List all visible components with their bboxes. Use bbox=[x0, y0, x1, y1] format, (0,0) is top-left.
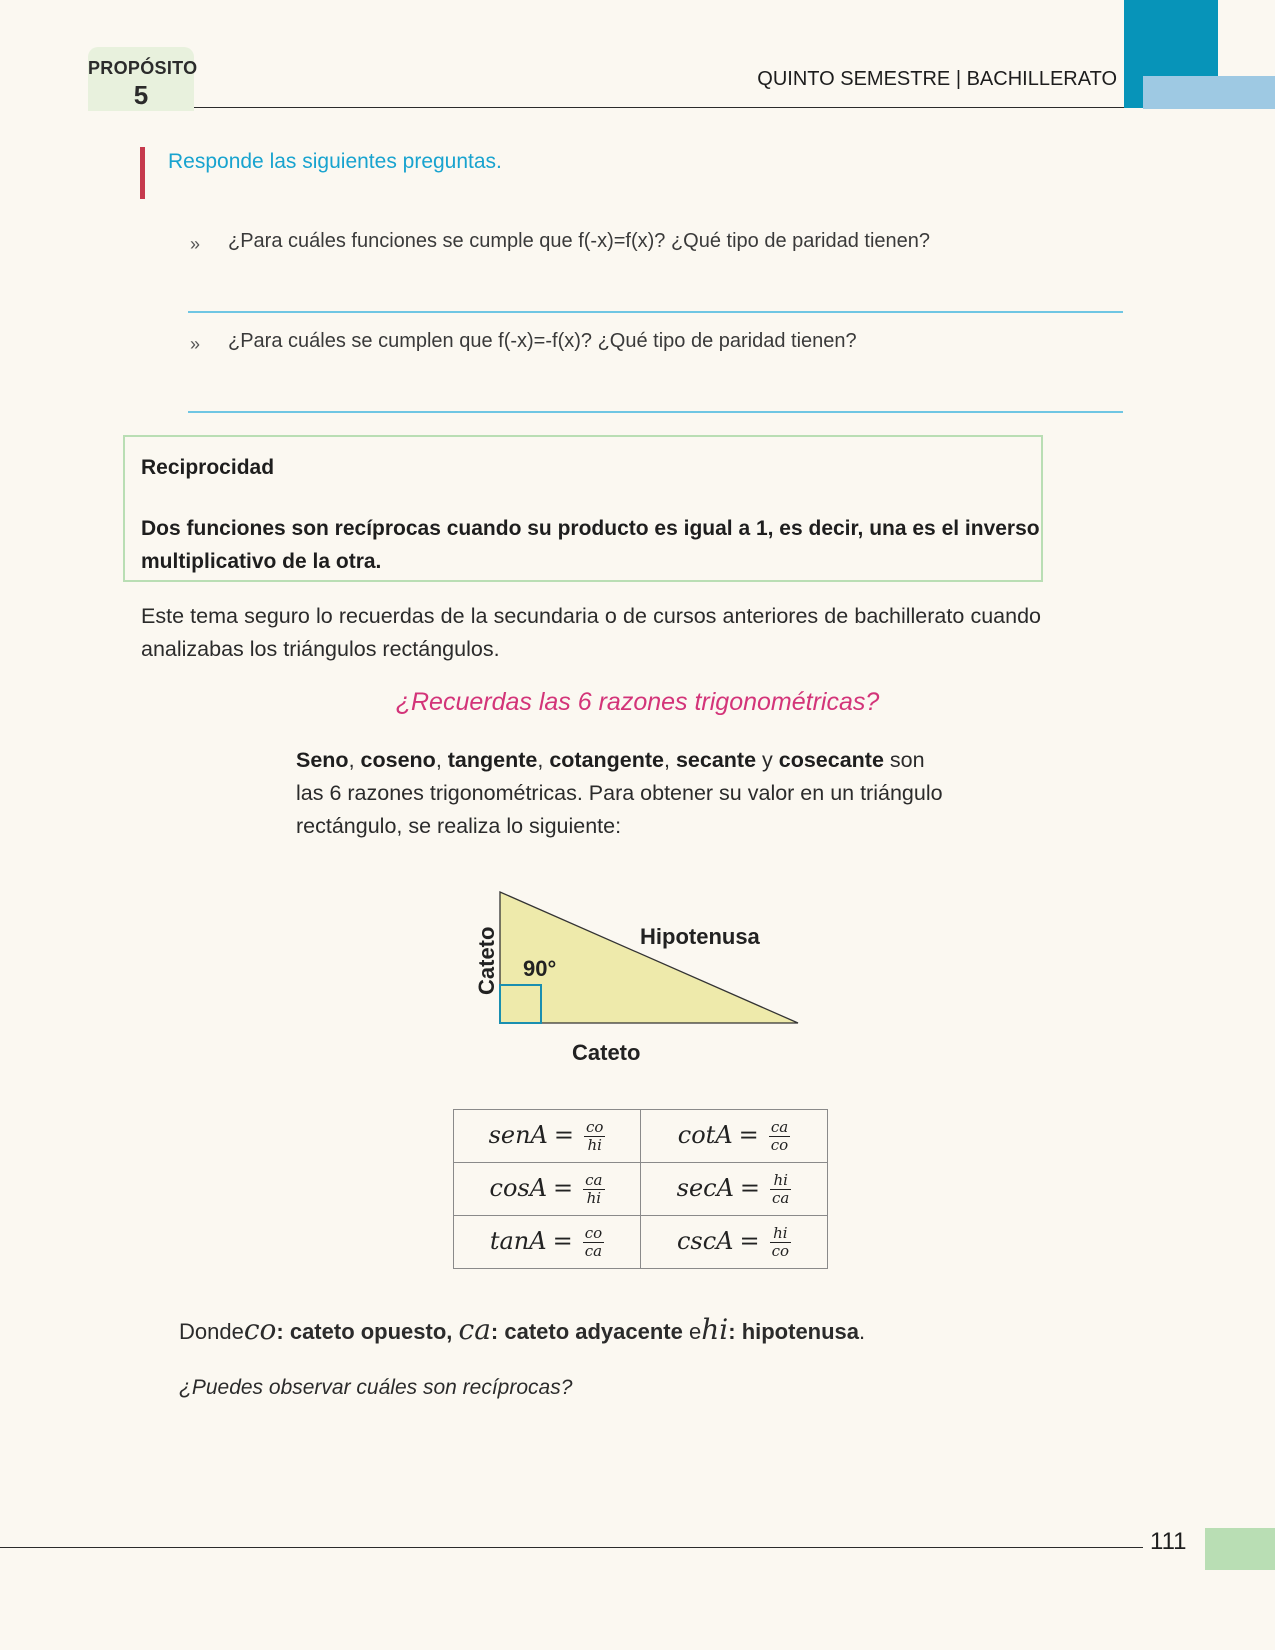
var-hi: hi bbox=[701, 1313, 729, 1346]
var-co: co bbox=[243, 1313, 277, 1346]
angle-label: 90° bbox=[523, 956, 557, 981]
question-2: ¿Para cuáles se cumplen que f(-x)=-f(x)? ¿Qué tipo de paridad tienen? bbox=[228, 330, 857, 352]
ratio-name: coseno bbox=[360, 748, 436, 772]
definition-text: Dos funciones son recíprocas cuando su producto es igual a 1, es decir, una es el inverso multiplicativo de la otra. bbox=[141, 517, 1040, 573]
question-bullet: » bbox=[190, 234, 201, 254]
proposito-number: 5 bbox=[133, 80, 149, 110]
table-row bbox=[454, 1110, 828, 1163]
page-number: 111 bbox=[1150, 1528, 1187, 1555]
ratio-name: cosecante bbox=[778, 748, 884, 772]
footer-accent-block bbox=[1205, 1528, 1275, 1570]
ratios-intro-paragraph: Seno, coseno, tangente, cotangente, secante y cosecante son las 6 razones trigonométricas. Para obtener su valor en un triángulo rectángulo, se realiza lo siguiente: bbox=[296, 748, 943, 838]
right-triangle-diagram bbox=[460, 880, 820, 1070]
hypotenuse-label: Hipotenusa bbox=[640, 924, 760, 949]
horizontal-cateto-label: Cateto bbox=[572, 1040, 641, 1065]
table-cell: cotA = $\frac{ca}{co}$ bbox=[641, 1110, 828, 1163]
trig-ratio-table bbox=[453, 1109, 828, 1269]
instruction-text: Responde las siguientes preguntas. bbox=[168, 150, 502, 173]
ratios-intro-rest: son las 6 razones trigonométricas. Para obtener su valor en un triángulo rectángulo, se realiza lo siguiente: bbox=[296, 748, 943, 838]
ratio-name: tangente bbox=[447, 748, 538, 772]
footer-rule bbox=[0, 1547, 1143, 1548]
table-row bbox=[454, 1163, 828, 1216]
table-row bbox=[454, 1216, 828, 1269]
variables-legend: Dondeco: cateto opuesto, ca: cateto adyacente ehi: hipotenusa. bbox=[179, 1313, 866, 1346]
table-cell: cosA = $\frac{ca}{hi}$ bbox=[454, 1163, 641, 1216]
answer-line-1[interactable] bbox=[188, 311, 1123, 313]
closing-question: ¿Puedes observar cuáles son recíprocas? bbox=[179, 1376, 573, 1399]
semester-title: QUINTO SEMESTRE | BACHILLERATO bbox=[757, 68, 1117, 90]
question-1: ¿Para cuáles funciones se cumple que f(-x)=f(x)? ¿Qué tipo de paridad tienen? bbox=[228, 230, 931, 252]
vertical-cateto-label: Cateto bbox=[474, 926, 499, 995]
ratio-name: cotangente bbox=[549, 748, 664, 772]
var-ca: ca bbox=[458, 1313, 491, 1346]
table-cell: tanA = $\frac{co}{ca}$ bbox=[454, 1216, 641, 1269]
ratio-name: secante bbox=[675, 748, 757, 772]
definition-title: Reciprocidad bbox=[141, 456, 275, 479]
question-bullet: » bbox=[190, 334, 201, 354]
highlight-question: ¿Recuerdas las 6 razones trigonométricas? bbox=[395, 688, 880, 716]
table-cell: secA = $\frac{hi}{ca}$ bbox=[641, 1163, 828, 1216]
header-rule bbox=[194, 107, 1126, 108]
table-cell: cscA = $\frac{hi}{co}$ bbox=[641, 1216, 828, 1269]
proposito-label: PROPÓSITO bbox=[88, 58, 198, 78]
corner-block-light bbox=[1143, 76, 1275, 109]
table-cell: senA = $\frac{co}{hi}$ bbox=[454, 1110, 641, 1163]
answer-line-2[interactable] bbox=[188, 411, 1123, 413]
ratio-name: Seno bbox=[296, 748, 349, 772]
instruction-accent-bar bbox=[140, 147, 145, 199]
intro-paragraph: Este tema seguro lo recuerdas de la secundaria o de cursos anteriores de bachillerato cuando analizabas los triángulos rectángulos. bbox=[141, 604, 1041, 661]
